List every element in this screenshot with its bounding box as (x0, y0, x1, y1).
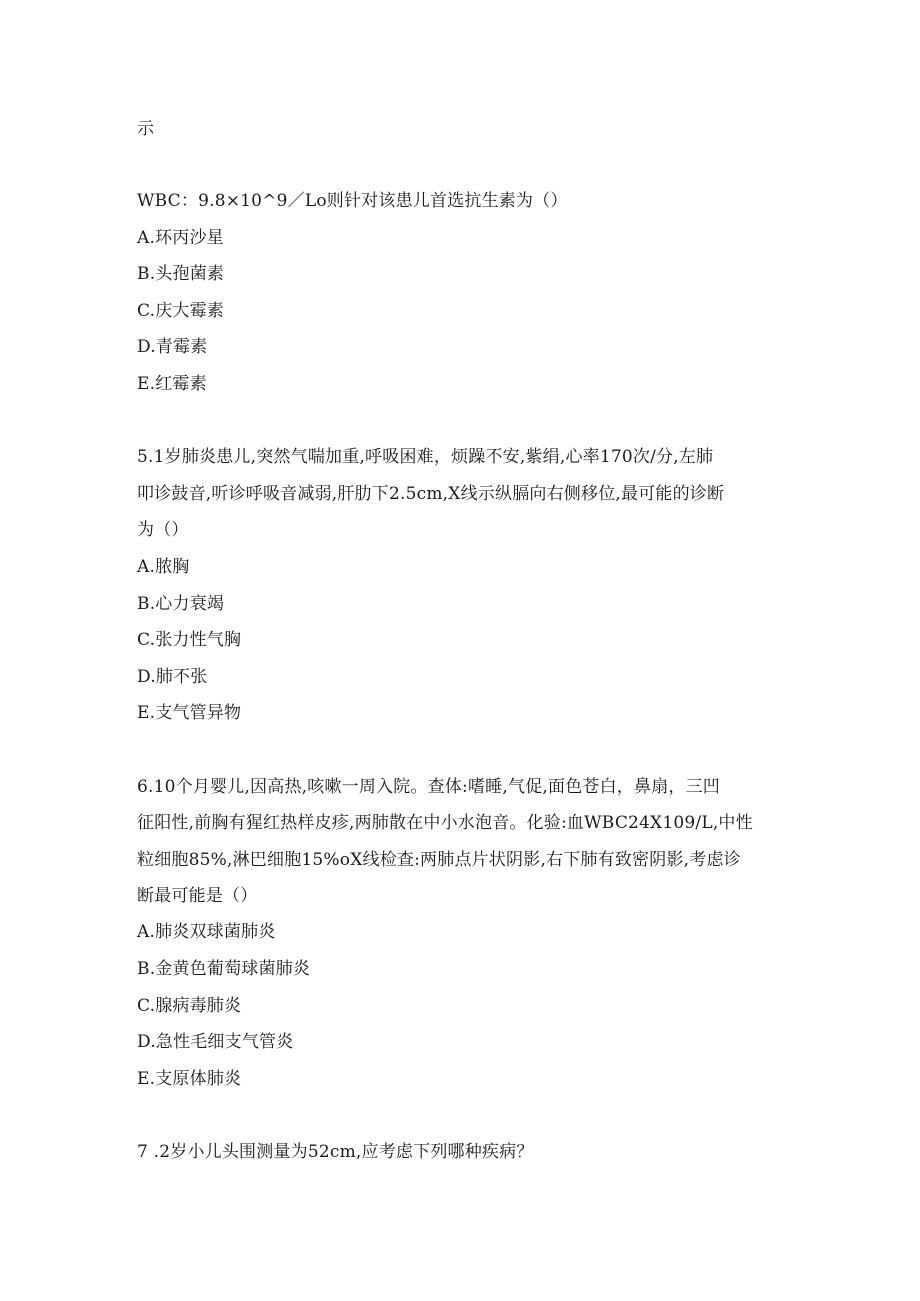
q5-stem-line-3: 为（） (137, 520, 189, 540)
q4-option-e: E.红霉素 (137, 374, 207, 394)
q5-option-c: C.张力性气胸 (137, 630, 242, 650)
q5-option-b: B.心力衰竭 (137, 594, 225, 614)
q4-option-b: B.头孢菌素 (137, 264, 225, 284)
q6-stem-line-4: 断最可能是（） (137, 886, 258, 906)
q5-option-e: E.支气管异物 (137, 703, 242, 723)
q6-option-d: D.急性毛细支气管炎 (137, 1032, 294, 1052)
q4-option-d: D.青霉素 (137, 337, 208, 357)
q7-stem: 7 .2岁小儿头围测量为52cm,应考虑下列哪种疾病？ (137, 1142, 534, 1162)
q4-stem: WBC：9.8×10^9／Lo则针对该患儿首选抗生素为（） (137, 191, 568, 211)
q5-stem-line-1: 5.1岁肺炎患儿,突然气喘加重,呼吸困难，烦躁不安,紫绢,心率170次/分,左肺 (137, 447, 714, 467)
q4-option-a: A.环丙沙星 (137, 228, 224, 248)
q5-stem-line-2: 叩诊鼓音,听诊呼吸音减弱,肝肋下2.5cm,X线示纵膈向右侧移位,最可能的诊断 (137, 484, 725, 504)
q6-option-e: E.支原体肺炎 (137, 1069, 242, 1089)
q6-stem-line-1: 6.10个月婴儿,因高热,咳嗽一周入院。查体:嗜睡,气促,面色苍白，鼻扇，三凹 (137, 777, 720, 797)
q5-option-d: D.肺不张 (137, 667, 208, 687)
q6-option-b: B.金黄色葡萄球菌肺炎 (137, 959, 311, 979)
q6-stem-line-3: 粒细胞85%,淋巴细胞15%oX线检查:两肺点片状阴影,右下肺有致密阴影,考虑诊 (137, 850, 741, 870)
q6-stem-line-2: 征阳性,前胸有猩红热样皮疹,两肺散在中小水泡音。化验:血WBC24X109/L,中性 (137, 813, 753, 833)
q5-option-a: A.脓胸 (137, 557, 190, 577)
top-fragment: 示 (137, 119, 155, 139)
q6-option-c: C.腺病毒肺炎 (137, 996, 242, 1016)
q4-option-c: C.庆大霉素 (137, 301, 225, 321)
q6-option-a: A.肺炎双球菌肺炎 (137, 922, 276, 942)
